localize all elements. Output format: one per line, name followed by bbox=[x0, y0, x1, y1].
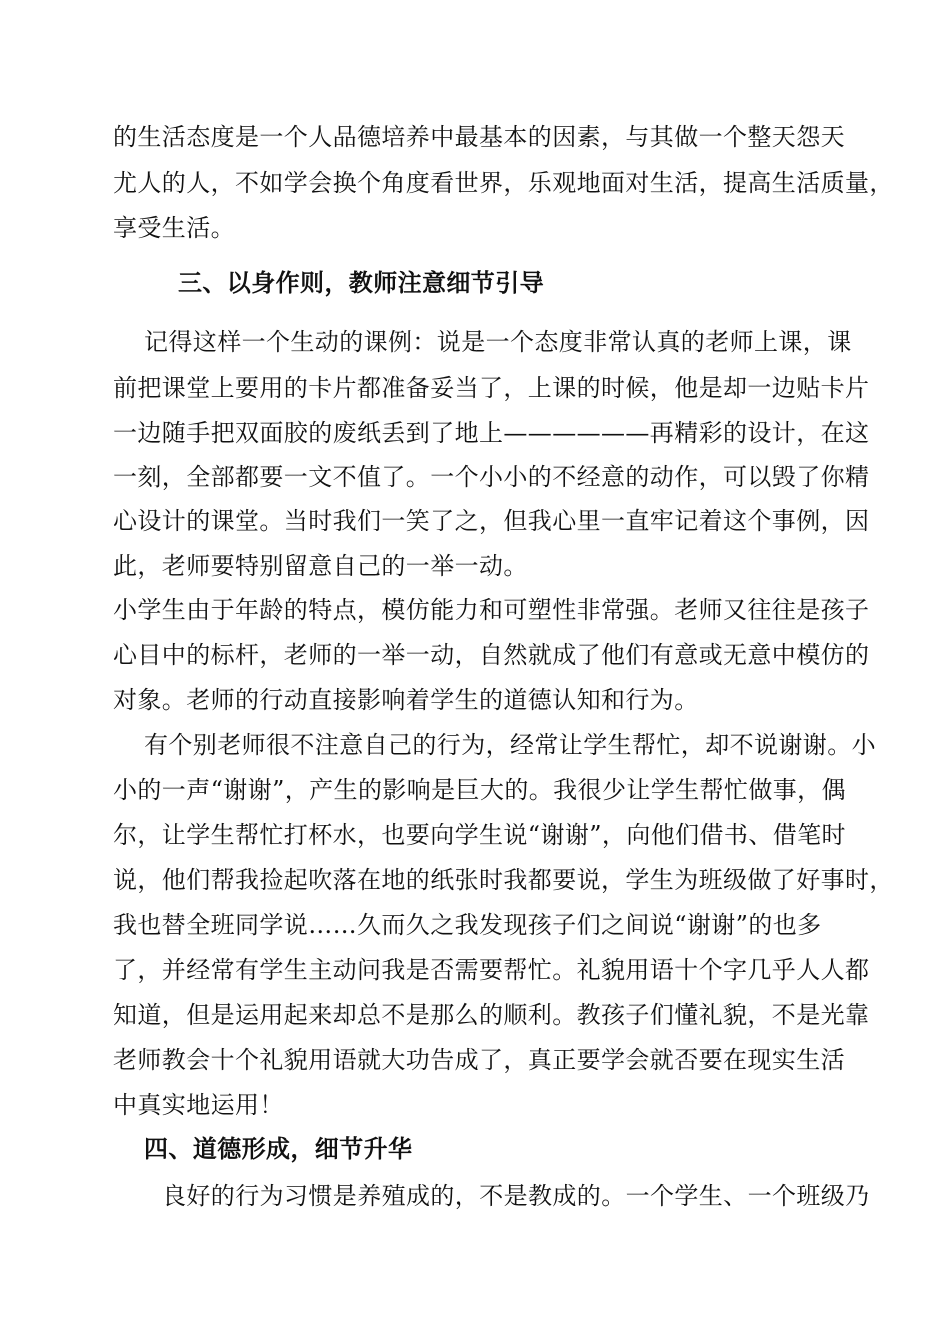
text-line: 对象。老师的行动直接影响着学生的道德认知和行为。 bbox=[113, 686, 699, 714]
text-line: 了，并经常有学生主动问我是否需要帮忙。礼貌用语十个字几乎人人都 bbox=[113, 956, 870, 984]
text-line: 的生活态度是一个人品德培养中最基本的因素，与其做一个整天怨天 bbox=[113, 123, 845, 151]
text-line: 享受生活。 bbox=[113, 214, 235, 242]
text-line: 一边随手把双面胶的废纸丢到了地上——————再精彩的设计，在这 bbox=[113, 419, 870, 447]
text-line: 良好的行为习惯是养殖成的，不是教成的。一个学生、一个班级乃 bbox=[162, 1182, 870, 1210]
text-line: 心目中的标杆，老师的一举一动，自然就成了他们有意或无意中模仿的 bbox=[113, 641, 870, 669]
text-line: 此，老师要特别留意自己的一举一动。 bbox=[113, 552, 528, 580]
text-line: 我也替全班同学说……久而久之我发现孩子们之间说“谢谢”的也多 bbox=[113, 911, 822, 939]
text-line: 知道，但是运用起来却总不是那么的顺利。教孩子们懂礼貌，不是光靠 bbox=[113, 1001, 870, 1029]
text-line: 记得这样一个生动的课例：说是一个态度非常认真的老师上课，课 bbox=[144, 328, 852, 356]
text-line: 尔，让学生帮忙打杯水，也要向学生说“谢谢”，向他们借书、借笔时 bbox=[113, 821, 846, 849]
text-line: 中真实地运用！ bbox=[113, 1091, 284, 1119]
text-line: 一刻，全部都要一文不值了。一个小小的不经意的动作，可以毁了你精 bbox=[113, 463, 870, 491]
text-line: 小学生由于年龄的特点，模仿能力和可塑性非常强。老师又往往是孩子 bbox=[113, 596, 870, 624]
text-line: 前把课堂上要用的卡片都准备妥当了，上课的时候，他是却一边贴卡片 bbox=[113, 374, 870, 402]
text-line: 尤人的人，不如学会换个角度看世界，乐观地面对生活，提高生活质量， bbox=[113, 169, 894, 197]
text-line: 小的一声“谢谢”，产生的影响是巨大的。我很少让学生帮忙做事，偶 bbox=[113, 776, 846, 804]
text-line: 有个别老师很不注意自己的行为，经常让学生帮忙，却不说谢谢。小 bbox=[144, 731, 876, 759]
text-line: 老师教会十个礼貌用语就大功告成了，真正要学会就否要在现实生活 bbox=[113, 1046, 845, 1074]
section-heading-4: 四、道德形成，细节升华 bbox=[144, 1134, 413, 1163]
text-line: 心设计的课堂。当时我们一笑了之，但我心里一直牢记着这个事例，因 bbox=[113, 507, 870, 535]
text-line: 说，他们帮我捡起吹落在地的纸张时我都要说，学生为班级做了好事时， bbox=[113, 866, 894, 894]
section-heading-3: 三、以身作则，教师注意细节引导 bbox=[178, 268, 544, 297]
